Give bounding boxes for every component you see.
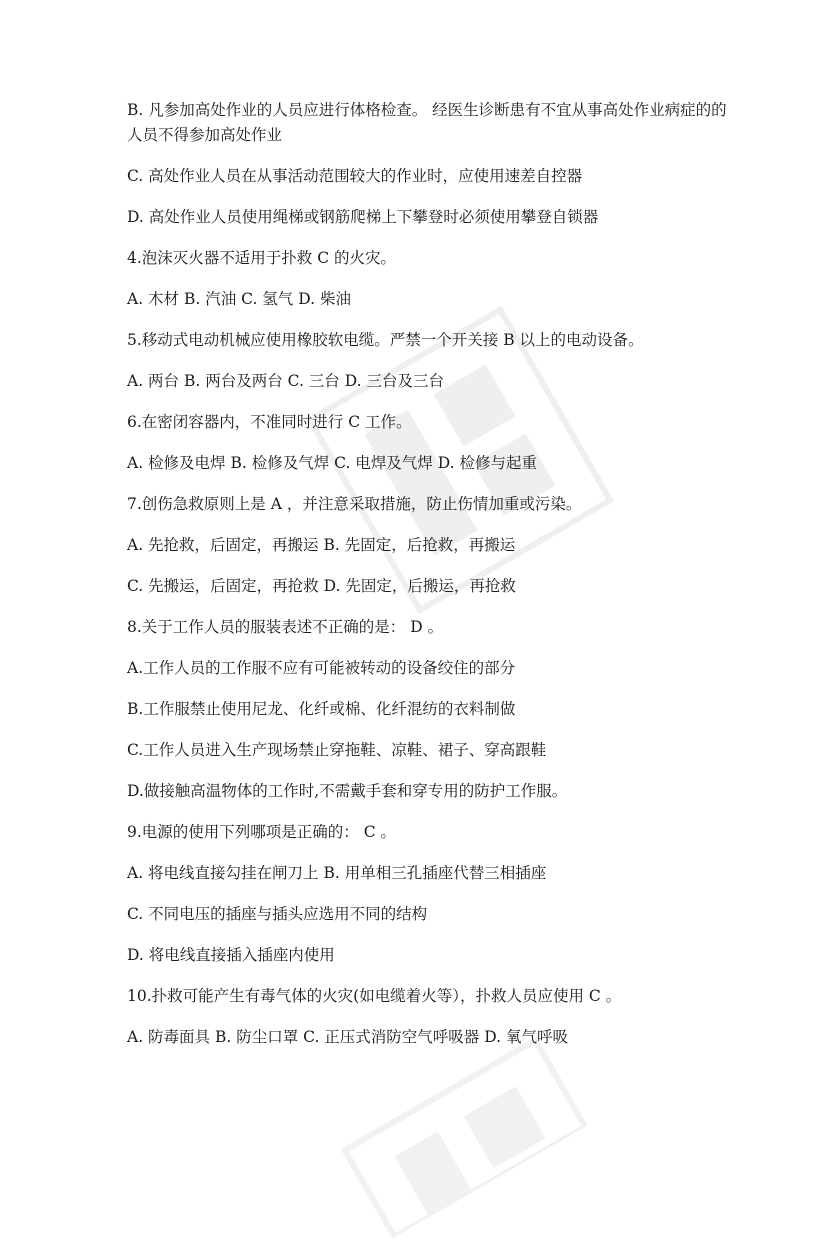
option-line: C.工作人员进入生产现场禁止穿拖鞋、凉鞋、裙子、穿高跟鞋 (127, 741, 547, 759)
option-line: A.工作人员的工作服不应有可能被转动的设备绞住的部分 (127, 659, 516, 677)
option-line: C. 先搬运，后固定，再抢救 D. 先固定，后搬运，再抢救 (127, 577, 516, 595)
question-line: 7.创伤急救原则上是 A ，并注意采取措施，防止伤情加重或污染。 (127, 495, 582, 513)
question-line: 10.扑救可能产生有毒气体的火灾(如电缆着火等），扑救人员应使用 C 。 (127, 987, 622, 1005)
option-line: A. 木材 B. 汽油 C. 氢气 D. 柴油 (127, 290, 351, 308)
option-line: A. 两台 B. 两台及两台 C. 三台 D. 三台及三台 (127, 372, 444, 390)
option-line: A. 将电线直接勾挂在闸刀上 B. 用单相三孔插座代替三相插座 (127, 864, 547, 882)
option-line: A. 先抢救，后固定，再搬运 B. 先固定，后抢救，再搬运 (127, 536, 516, 554)
option-line: A. 检修及电焊 B. 检修及气焊 C. 电焊及气焊 D. 检修与起重 (127, 454, 537, 472)
option-line: C. 不同电压的插座与插头应选用不同的结构 (127, 905, 428, 923)
question-line: 4.泡沫灭火器不适用于扑救 C 的火灾。 (127, 249, 397, 267)
question-line: 9.电源的使用下列哪项是正确的： C 。 (127, 823, 397, 841)
option-line: B. 凡参加高处作业的人员应进行体格检查。 经医生诊断患有不宜从事高处作业病症的的人员不得参加高处作业 (127, 101, 727, 144)
option-line: C. 高处作业人员在从事活动范围较大的作业时，应使用速差自控器 (127, 167, 583, 185)
document-body (127, 98, 727, 1066)
question-line: 6.在密闭容器内，不准同时进行 C 工作。 (127, 413, 412, 431)
question-line: 5.移动式电动机械应使用橡胶软电缆。严禁一个开关接 B 以上的电动设备。 (127, 331, 644, 349)
question-line: 8.关于工作人员的服装表述不正确的是： D 。 (127, 618, 444, 636)
option-line: B.工作服禁止使用尼龙、化纤或棉、化纤混纺的衣料制做 (127, 700, 516, 718)
option-line: D. 将电线直接插入插座内使用 (127, 946, 335, 964)
option-line: D. 高处作业人员使用绳梯或钢筋爬梯上下攀登时必须使用攀登自锁器 (127, 208, 599, 226)
option-line: D.做接触高温物体的工作时,不需戴手套和穿专用的防护工作服。 (127, 782, 568, 800)
option-line: A. 防毒面具 B. 防尘口罩 C. 正压式消防空气呼吸器 D. 氧气呼吸 (127, 1028, 568, 1046)
